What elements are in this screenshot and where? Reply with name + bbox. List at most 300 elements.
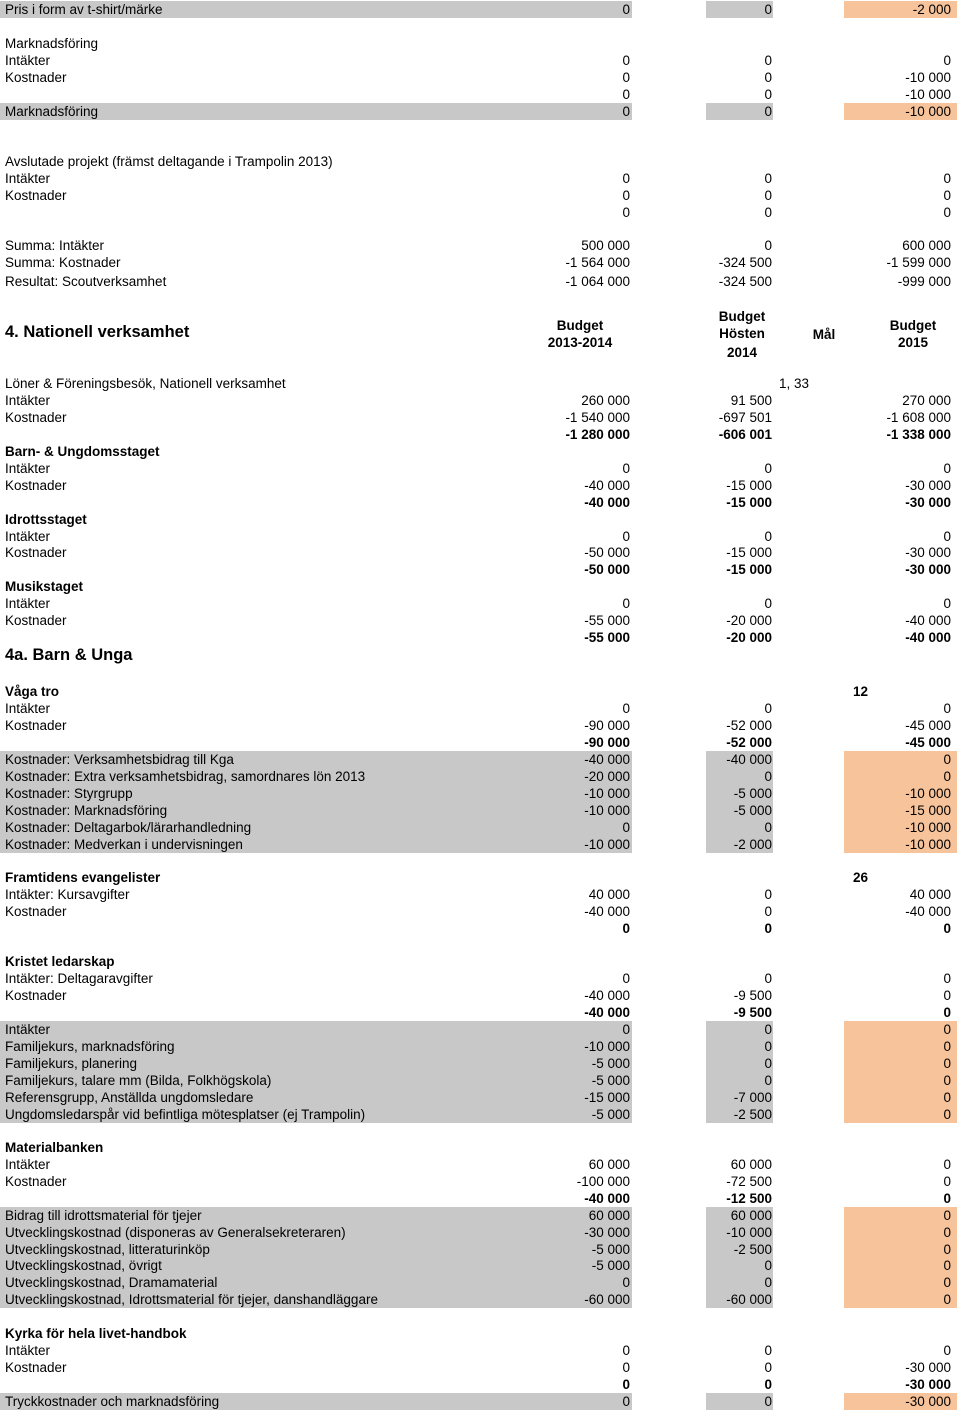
row-label: Referensgrupp, Anställda ungdomsledare: [0, 1089, 632, 1106]
value-budget-2013-2014: 0: [622, 701, 630, 716]
value-budget-2015: -45 000: [905, 718, 951, 733]
value-budget-2015: 0: [943, 752, 951, 767]
value-budget-2015: -40 000: [905, 613, 951, 628]
value-budget-2013-2014: 0: [622, 70, 630, 85]
table-row: [0, 254, 960, 271]
value-budget-2013-2014: 500 000: [581, 238, 630, 253]
value-budget-2015: 270 000: [902, 393, 951, 408]
row-label: Avslutade projekt (främst deltagande i Trampolin 2013): [5, 154, 333, 169]
row-label: Familjekurs, marknadsföring: [0, 1038, 632, 1055]
value-budget-2013-2014: 0: [622, 188, 630, 203]
value-budget-hosten-2014: -60 000: [726, 1292, 772, 1307]
column-header-line: Hösten: [719, 326, 765, 341]
value-budget-2013-2014: -40 000: [584, 478, 630, 493]
table-row: [0, 836, 960, 853]
value-budget-hosten-2014: 60 000: [730, 1157, 772, 1172]
table-row: [0, 426, 960, 443]
value-budget-2013-2014: 0: [622, 820, 630, 835]
value-budget-2015: 0: [943, 1225, 951, 1240]
row-label: Kostnader: Styrgrupp: [0, 785, 632, 802]
value-budget-2015: 0: [943, 1073, 951, 1088]
highlight-cell-orange: [844, 1274, 957, 1291]
value-budget-hosten-2014: 0: [764, 238, 772, 253]
table-row: [0, 86, 960, 103]
value-budget-hosten-2014: -15 000: [726, 478, 772, 493]
value-budget-hosten-2014: 0: [764, 1343, 772, 1358]
row-label: Kostnader: [5, 1174, 67, 1189]
row-label: Kyrka för hela livet-handbok: [5, 1326, 187, 1341]
value-budget-2013-2014: -5 000: [591, 1107, 630, 1122]
row-label: Summa: Intäkter: [5, 238, 105, 253]
value-budget-hosten-2014: 0: [764, 1022, 772, 1037]
value-budget-hosten-2014: 0: [764, 1377, 772, 1392]
row-label: [0, 734, 5, 751]
row-label: Utvecklingskostnad (disponeras av Generalsekreteraren): [0, 1224, 632, 1241]
highlight-cell-gray: [706, 1274, 773, 1291]
table-row: [0, 970, 960, 987]
value-budget-hosten-2014: -52 000: [726, 735, 772, 750]
column-header-mal: Mål: [812, 327, 836, 342]
value-budget-2015: 0: [943, 701, 951, 716]
value-budget-2013-2014: 0: [622, 1360, 630, 1375]
section-title-barn-unga: 4a. Barn & Unga: [5, 646, 133, 664]
value-budget-2015: 0: [943, 1275, 951, 1290]
table-row: [0, 802, 960, 819]
column-header-line: 2014: [726, 345, 758, 360]
value-budget-2013-2014: -50 000: [584, 545, 630, 560]
value-budget-2015: -2 000: [912, 2, 951, 17]
value-budget-2015: 0: [943, 1174, 951, 1189]
row-label: Kostnader: [5, 613, 67, 628]
value-budget-hosten-2014: 0: [764, 461, 772, 476]
row-label: [0, 204, 5, 221]
table-row: [0, 1072, 960, 1089]
value-mal: 1, 33: [779, 376, 810, 391]
table-row: [0, 69, 960, 86]
row-label: [0, 1376, 5, 1393]
table-row: [0, 1139, 960, 1156]
row-label: Utvecklingskostnad, övrigt: [0, 1257, 632, 1274]
highlight-cell-orange: [844, 1038, 957, 1055]
value-budget-2013-2014: -5 000: [591, 1056, 630, 1071]
table-row: [0, 1291, 960, 1308]
highlight-cell-gray: [706, 1072, 773, 1089]
value-budget-2015: -10 000: [905, 837, 951, 852]
table-row: [0, 683, 960, 700]
row-label: [0, 426, 5, 443]
row-label: Kostnader: [5, 188, 67, 203]
highlight-cell-gray: [706, 768, 773, 785]
value-budget-2013-2014: -1 280 000: [565, 427, 630, 442]
value-budget-2015: -999 000: [897, 274, 951, 289]
value-budget-2013-2014: -40 000: [584, 1005, 630, 1020]
value-budget-hosten-2014: 0: [764, 820, 772, 835]
value-budget-2013-2014: 0: [622, 104, 630, 119]
row-label: Kostnader: [5, 478, 67, 493]
row-label: [0, 86, 5, 103]
value-budget-hosten-2014: 0: [764, 921, 772, 936]
column-header-line: 2015: [897, 335, 929, 350]
column-header-budget-2013-2014: [520, 317, 640, 351]
value-budget-2015: 0: [943, 188, 951, 203]
row-label: Intäkter: Kursavgifter: [5, 887, 130, 902]
value-budget-hosten-2014: -12 500: [726, 1191, 772, 1206]
value-budget-2015: -30 000: [905, 495, 951, 510]
table-row: [0, 1089, 960, 1106]
value-budget-2015: 0: [943, 1005, 951, 1020]
value-budget-2015: 0: [943, 1090, 951, 1105]
value-budget-2015: 0: [943, 1242, 951, 1257]
table-row: [0, 153, 960, 170]
value-budget-hosten-2014: -2 500: [733, 1107, 772, 1122]
value-budget-2013-2014: -5 000: [591, 1073, 630, 1088]
value-budget-2013-2014: 0: [622, 1377, 630, 1392]
table-row: [0, 460, 960, 477]
table-row: [0, 443, 960, 460]
value-budget-2015: 40 000: [909, 887, 951, 902]
table-row: [0, 1004, 960, 1021]
highlight-cell-orange: [844, 1089, 957, 1106]
value-budget-2015: -30 000: [905, 1377, 951, 1392]
row-label: Marknadsföring: [5, 36, 99, 51]
column-header-line: Budget: [889, 318, 937, 333]
value-mal: 12: [853, 684, 869, 699]
value-budget-2015: -1 608 000: [886, 410, 951, 425]
table-row: [0, 1190, 960, 1207]
value-budget-hosten-2014: 0: [764, 1275, 772, 1290]
table-row: [0, 1325, 960, 1342]
table-row: [0, 886, 960, 903]
value-budget-hosten-2014: 0: [764, 171, 772, 186]
table-row: [0, 578, 960, 595]
value-budget-2015: -40 000: [905, 630, 951, 645]
value-budget-2013-2014: -1 064 000: [565, 274, 630, 289]
value-budget-hosten-2014: 0: [764, 205, 772, 220]
value-budget-2013-2014: -55 000: [584, 613, 630, 628]
row-label: Kostnader: Verksamhetsbidrag till Kga: [0, 751, 632, 768]
value-budget-hosten-2014: 0: [764, 1258, 772, 1273]
value-budget-hosten-2014: -697 501: [718, 410, 772, 425]
row-label: Intäkter: [0, 1021, 632, 1038]
column-header-budget-2015: [853, 317, 960, 351]
value-budget-2013-2014: 0: [622, 971, 630, 986]
row-label: Intäkter: [5, 701, 51, 716]
row-label: Kostnader: [5, 718, 67, 733]
highlight-cell-orange: [844, 1021, 957, 1038]
row-label: Löner & Föreningsbesök, Nationell verksamhet: [5, 376, 286, 391]
value-budget-hosten-2014: 0: [764, 971, 772, 986]
value-budget-2015: 0: [943, 988, 951, 1003]
value-budget-2013-2014: -60 000: [584, 1292, 630, 1307]
highlight-cell-orange: [844, 1207, 957, 1224]
row-label: Intäkter: [5, 171, 51, 186]
table-row: [0, 1274, 960, 1291]
table-row: [0, 1207, 960, 1224]
value-budget-2015: 0: [943, 205, 951, 220]
row-label: [0, 1190, 5, 1207]
table-row: [0, 1257, 960, 1274]
value-mal: 26: [853, 870, 869, 885]
value-budget-2015: -15 000: [905, 803, 951, 818]
row-label: [0, 1004, 5, 1021]
value-budget-2013-2014: 0: [622, 1022, 630, 1037]
row-label: Materialbanken: [5, 1140, 104, 1155]
row-label: [0, 629, 5, 646]
row-label: Intäkter: [5, 1157, 51, 1172]
table-row: [0, 595, 960, 612]
value-budget-2013-2014: -1 564 000: [565, 255, 630, 270]
table-row: [0, 1106, 960, 1123]
row-label: Intäkter: [5, 393, 51, 408]
value-budget-2013-2014: -5 000: [591, 1242, 630, 1257]
value-budget-hosten-2014: 0: [764, 87, 772, 102]
value-budget-2015: -1 338 000: [886, 427, 951, 442]
value-budget-hosten-2014: -9 500: [733, 988, 772, 1003]
value-budget-2013-2014: 40 000: [588, 887, 630, 902]
value-budget-2015: -10 000: [905, 786, 951, 801]
value-budget-2015: 0: [943, 461, 951, 476]
highlight-cell-orange: [844, 1055, 957, 1072]
value-budget-hosten-2014: -15 000: [726, 495, 772, 510]
value-budget-2015: 0: [943, 769, 951, 784]
value-budget-2013-2014: -20 000: [584, 769, 630, 784]
row-label: Kostnader: [5, 1360, 67, 1375]
value-budget-2015: 0: [943, 971, 951, 986]
row-label: Summa: Kostnader: [5, 255, 121, 270]
table-row: [0, 1359, 960, 1376]
value-budget-2015: 0: [943, 1157, 951, 1172]
value-budget-hosten-2014: 0: [764, 769, 772, 784]
value-budget-2013-2014: 260 000: [581, 393, 630, 408]
value-budget-hosten-2014: 60 000: [730, 1208, 772, 1223]
table-row: [0, 987, 960, 1004]
column-header-line: Budget: [556, 318, 604, 333]
table-row: [0, 734, 960, 751]
highlight-cell-gray: [706, 103, 773, 120]
value-budget-2015: -30 000: [905, 1394, 951, 1409]
value-budget-2013-2014: -10 000: [584, 803, 630, 818]
row-label: Barn- & Ungdomsstaget: [5, 444, 160, 459]
value-budget-2015: 0: [943, 171, 951, 186]
value-budget-hosten-2014: -15 000: [726, 545, 772, 560]
highlight-cell-orange: [844, 1072, 957, 1089]
value-budget-2013-2014: -90 000: [584, 718, 630, 733]
value-budget-2015: -30 000: [905, 1360, 951, 1375]
value-budget-2015: -30 000: [905, 562, 951, 577]
value-budget-2015: 0: [943, 1191, 951, 1206]
table-row: [0, 785, 960, 802]
value-budget-hosten-2014: -5 000: [733, 803, 772, 818]
value-budget-2015: -10 000: [905, 87, 951, 102]
section-title-nationell: 4. Nationell verksamhet: [5, 323, 190, 341]
row-label: [0, 494, 5, 511]
highlight-cell-gray: [706, 1021, 773, 1038]
value-budget-2015: 0: [943, 596, 951, 611]
highlight-cell-orange: [844, 1106, 957, 1123]
highlight-cell-orange: [844, 1241, 957, 1258]
value-budget-2015: 0: [943, 1056, 951, 1071]
table-row: [0, 920, 960, 937]
value-budget-hosten-2014: 0: [764, 70, 772, 85]
table-row: [0, 103, 960, 120]
row-label: [0, 920, 5, 937]
value-budget-2013-2014: 0: [622, 171, 630, 186]
value-budget-2013-2014: -40 000: [584, 904, 630, 919]
value-budget-hosten-2014: -10 000: [726, 1225, 772, 1240]
value-budget-2013-2014: -5 000: [591, 1258, 630, 1273]
value-budget-2015: 0: [943, 529, 951, 544]
value-budget-hosten-2014: 0: [764, 887, 772, 902]
value-budget-2015: 0: [943, 1039, 951, 1054]
value-budget-2013-2014: 0: [622, 1394, 630, 1409]
value-budget-2013-2014: 0: [622, 53, 630, 68]
value-budget-2013-2014: 0: [622, 461, 630, 476]
value-budget-2013-2014: 0: [622, 596, 630, 611]
row-label: Musikstaget: [5, 579, 84, 594]
value-budget-hosten-2014: -5 000: [733, 786, 772, 801]
value-budget-2013-2014: 0: [622, 1343, 630, 1358]
value-budget-2015: 600 000: [902, 238, 951, 253]
value-budget-hosten-2014: 0: [764, 104, 772, 119]
value-budget-2015: -45 000: [905, 735, 951, 750]
table-row: [0, 35, 960, 52]
value-budget-2015: -10 000: [905, 104, 951, 119]
row-label: Kostnader: Medverkan i undervisningen: [0, 836, 632, 853]
value-budget-2015: -30 000: [905, 545, 951, 560]
value-budget-hosten-2014: -15 000: [726, 562, 772, 577]
highlight-cell-orange: [844, 1224, 957, 1241]
table-row: [0, 700, 960, 717]
table-row: [0, 819, 960, 836]
value-budget-hosten-2014: 0: [764, 596, 772, 611]
table-row: [0, 273, 960, 290]
value-budget-hosten-2014: -324 500: [718, 274, 772, 289]
highlight-cell-gray: [706, 1038, 773, 1055]
value-budget-2013-2014: -40 000: [584, 1191, 630, 1206]
table-row: [0, 392, 960, 409]
value-budget-hosten-2014: -40 000: [726, 752, 772, 767]
value-budget-hosten-2014: -606 001: [718, 427, 772, 442]
value-budget-2015: 0: [943, 1022, 951, 1037]
row-label: Kostnader: [5, 904, 67, 919]
table-row: [0, 717, 960, 734]
column-header-budget-hosten-2014: [682, 308, 802, 361]
table-row: [0, 1393, 960, 1410]
table-row: [0, 1156, 960, 1173]
table-row: [0, 1224, 960, 1241]
highlight-cell-orange: [844, 751, 957, 768]
value-budget-2013-2014: -30 000: [584, 1225, 630, 1240]
value-budget-2015: 0: [943, 1107, 951, 1122]
highlight-cell-orange: [844, 1257, 957, 1274]
value-budget-2013-2014: 0: [622, 529, 630, 544]
row-label: Tryckkostnader och marknadsföring: [0, 1393, 632, 1410]
value-budget-2013-2014: -10 000: [584, 1039, 630, 1054]
table-row: [0, 52, 960, 69]
row-label: Bidrag till idrottsmaterial för tjejer: [0, 1207, 632, 1224]
row-label: [0, 561, 5, 578]
row-label: Kostnader: Marknadsföring: [0, 802, 632, 819]
table-row: [0, 544, 960, 561]
value-budget-2013-2014: -90 000: [584, 735, 630, 750]
row-label: Resultat: Scoutverksamhet: [5, 274, 167, 289]
table-row: [0, 1173, 960, 1190]
value-budget-hosten-2014: -7 000: [733, 1090, 772, 1105]
value-budget-hosten-2014: 0: [764, 1394, 772, 1409]
table-row: [0, 409, 960, 426]
value-budget-2015: -10 000: [905, 70, 951, 85]
value-budget-2015: 0: [943, 1208, 951, 1223]
row-label: Intäkter: [5, 53, 51, 68]
table-row: [0, 1038, 960, 1055]
value-budget-hosten-2014: 0: [764, 701, 772, 716]
value-budget-hosten-2014: 0: [764, 53, 772, 68]
value-budget-2013-2014: -40 000: [584, 495, 630, 510]
value-budget-hosten-2014: -20 000: [726, 613, 772, 628]
value-budget-2015: 0: [943, 1292, 951, 1307]
table-row: [0, 561, 960, 578]
table-row: [0, 187, 960, 204]
value-budget-2013-2014: -1 540 000: [565, 410, 630, 425]
value-budget-hosten-2014: 0: [764, 1039, 772, 1054]
value-budget-hosten-2014: -52 000: [726, 718, 772, 733]
value-budget-2013-2014: 0: [622, 921, 630, 936]
row-label: Intäkter: [5, 461, 51, 476]
table-row: [0, 953, 960, 970]
row-label: Kostnader: [5, 545, 67, 560]
row-label: Intäkter: [5, 1343, 51, 1358]
value-budget-2013-2014: -10 000: [584, 837, 630, 852]
highlight-cell-gray: [706, 819, 773, 836]
value-budget-2015: -40 000: [905, 904, 951, 919]
value-budget-hosten-2014: -324 500: [718, 255, 772, 270]
value-budget-hosten-2014: 0: [764, 1073, 772, 1088]
column-header-line: 2013-2014: [547, 335, 613, 350]
highlight-cell-gray: [706, 1055, 773, 1072]
table-row: [0, 477, 960, 494]
value-budget-2013-2014: 0: [622, 2, 630, 17]
value-budget-hosten-2014: 0: [764, 529, 772, 544]
row-label: Våga tro: [5, 684, 60, 699]
row-label: Utvecklingskostnad, Idrottsmaterial för tjejer, danshandläggare: [0, 1291, 632, 1308]
value-budget-2013-2014: -50 000: [584, 562, 630, 577]
value-budget-2015: 0: [943, 53, 951, 68]
table-row: [0, 204, 960, 221]
table-row: [0, 751, 960, 768]
value-budget-hosten-2014: 0: [764, 188, 772, 203]
row-label: Pris i form av t-shirt/märke: [0, 1, 632, 18]
row-label: Kostnader: Extra verksamhetsbidrag, samordnares lön 2013: [0, 768, 632, 785]
table-row: [0, 1376, 960, 1393]
value-budget-hosten-2014: -2 500: [733, 1242, 772, 1257]
value-budget-2013-2014: -40 000: [584, 988, 630, 1003]
value-budget-2013-2014: -15 000: [584, 1090, 630, 1105]
value-budget-2015: -10 000: [905, 820, 951, 835]
value-budget-hosten-2014: 0: [764, 1056, 772, 1071]
value-budget-2013-2014: -55 000: [584, 630, 630, 645]
value-budget-hosten-2014: 0: [764, 904, 772, 919]
row-label: Utvecklingskostnad, litteraturinköp: [0, 1241, 632, 1258]
value-budget-hosten-2014: -9 500: [733, 1005, 772, 1020]
table-row: [0, 612, 960, 629]
value-budget-2015: 0: [943, 1258, 951, 1273]
table-row: [0, 869, 960, 886]
value-budget-hosten-2014: 0: [764, 1360, 772, 1375]
value-budget-2013-2014: 60 000: [588, 1208, 630, 1223]
table-row: [0, 528, 960, 545]
row-label: Familjekurs, talare mm (Bilda, Folkhögskola): [0, 1072, 632, 1089]
value-budget-hosten-2014: 0: [764, 2, 772, 17]
